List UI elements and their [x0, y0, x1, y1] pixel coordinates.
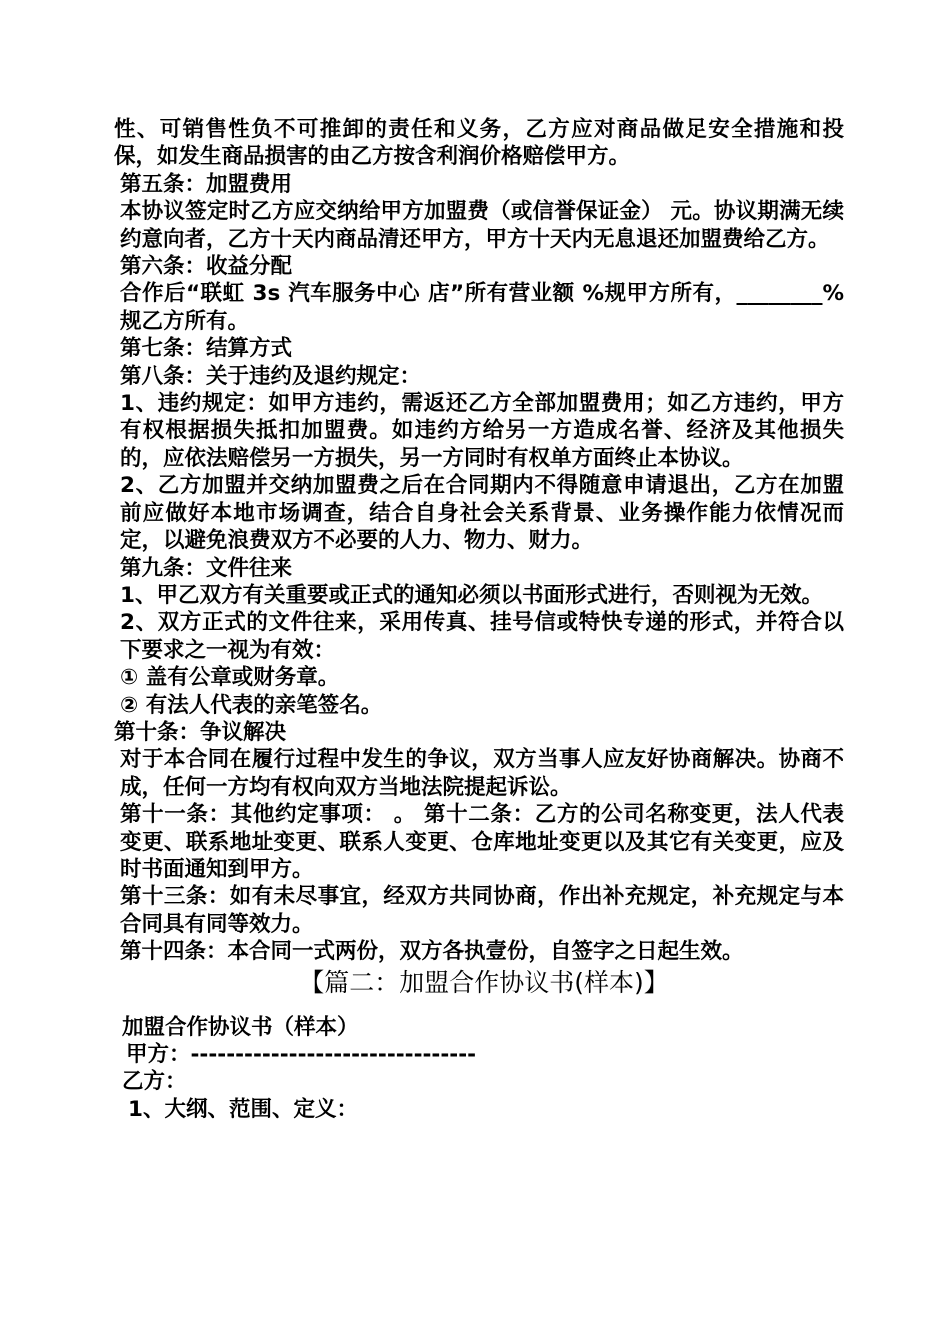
paragraph-article-14: 第十四条：本合同一式两份，双方各执壹份，自签字之日起生效。 [120, 939, 744, 965]
paragraph-articles-11-12: 第十一条：其他约定事项： 。 第十二条：乙方的公司名称变更，法人代表变更、联系地址变更、联系人变更、仓库地址变更以及其它有关变更，应及时书面通知到甲方。 [120, 802, 844, 882]
paragraph-breach-rules: 1、违约规定：如甲方违约，需返还乙方全部加盟费用；如乙方违约，甲方有权根据损失抵扣加盟费。如违约方给另一方造成名誉、经济及其他损失的，应依法赔偿另一方损失，另一方同时有权单方面终止本协议。 [120, 391, 844, 471]
article-9-heading: 第九条：文件往来 [120, 555, 293, 581]
article-8-heading: 第八条：关于违约及退约规定： [120, 363, 422, 389]
document-body [114, 116, 844, 1123]
spacer [114, 1000, 844, 1014]
paragraph-franchise-fee: 本协议签定时乙方应交纳给甲方加盟费（或信誉保证金） 元。协议期满无续约意向者，乙方十天内商品清还甲方，甲方十天内无息退还加盟费给乙方。 [120, 199, 844, 252]
party-a-line: 甲方：-------------------------------- [126, 1042, 477, 1067]
paragraph-written-notice: 1、甲乙双方有关重要或正式的通知必须以书面形式进行，否则视为无效。 [120, 582, 823, 608]
agreement-title: 加盟合作协议书（样本） [122, 1014, 359, 1040]
paragraph-document-exchange: 2、双方正式的文件往来，采用传真、挂号信或特快专递的形式，并符合以下要求之一视为有效： [120, 610, 844, 663]
article-5-heading: 第五条：加盟费用 [120, 171, 293, 197]
list-item-signature: ② 有法人代表的亲笔签名。 [120, 692, 383, 718]
paragraph-article-13: 第十三条：如有未尽事宜，经双方共同协商，作出补充规定，补充规定与本合同具有同等效力。 [120, 884, 844, 937]
paragraph-dispute: 对于本合同在履行过程中发生的争议，双方当事人应友好协商解决。协商不成，任何一方均有权向双方当地法院提起诉讼。 [120, 747, 844, 800]
article-10-heading: 第十条：争议解决 [114, 719, 287, 745]
article-6-heading: 第六条：收益分配 [120, 254, 293, 280]
clause-1-heading: 1、大纲、范围、定义： [128, 1096, 358, 1122]
paragraph-revenue-split: 合作后“联虹 3s 汽车服务中心 店”所有营业额 %规甲方所有，________%规乙方所有。 [120, 281, 844, 334]
list-item-seal: ① 盖有公章或财务章。 [120, 665, 340, 691]
paragraph-liability: 性、可销售性负不可推卸的责任和义务，乙方应对商品做足安全措施和投保，如发生商品损害的由乙方按含利润价格赔偿甲方。 [114, 117, 844, 170]
section-title: 【篇二：加盟合作协议书(样本)】 [299, 967, 669, 997]
article-7-heading: 第七条：结算方式 [120, 336, 293, 362]
party-b-line: 乙方： [122, 1069, 187, 1095]
paragraph-withdrawal-rules: 2、乙方加盟并交纳加盟费之后在合同期内不得随意申请退出，乙方在加盟前应做好本地市场调查，结合自身社会关系背景、业务操作能力依情况而定，以避免浪费双方不必要的人力、物力、财力。 [120, 473, 844, 554]
